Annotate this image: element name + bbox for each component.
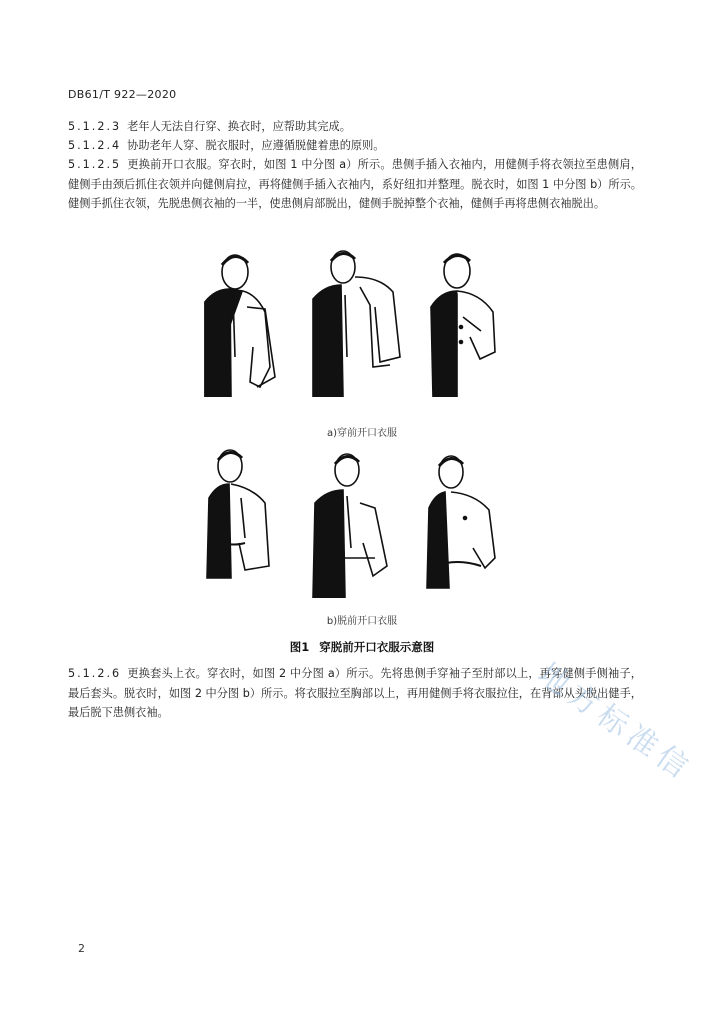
figure-1b-drawing — [195, 448, 515, 598]
clause-number: 5.1.2.6 — [68, 667, 122, 680]
figure-1b-illustrations — [195, 448, 515, 598]
page-number: 2 — [78, 942, 85, 955]
clause-5-1-2-5 — [68, 155, 642, 214]
figure-1b-caption: b)脱前开口衣服 — [326, 616, 398, 627]
document-id-header: DB61/T 922—2020 — [68, 88, 177, 101]
figure-1a-caption: a)穿前开口衣服 — [326, 428, 398, 439]
clause-number: 5.1.2.3 — [68, 120, 122, 133]
watermark-stamp: 地方标准信 — [531, 656, 699, 789]
figure-1a-drawing — [195, 247, 515, 397]
figure-1a-person-3 — [431, 254, 495, 397]
figure-1b-person-3 — [427, 456, 495, 588]
clause-text: 老年人无法自行穿、换衣时，应帮助其完成。 — [127, 120, 351, 133]
clause-text: 更换套头上衣。穿衣时，如图 2 中分图 a）所示。先将患侧手穿袖子至肘部以上，再穿健侧手侧袖子，最后套头。脱衣时，如图 2 中分图 b）所示。将衣服拉至胸部以上，再用健侧手将衣服拉住，在背部从头脱出健手，最后脱下患侧衣袖。 — [68, 667, 642, 719]
figure-1b-person-1 — [207, 450, 269, 578]
figure-1a-person-2 — [313, 251, 400, 397]
figure-1a-illustrations — [195, 247, 515, 397]
figure-number: 图1 — [289, 640, 310, 654]
clause-number: 5.1.2.5 — [68, 158, 122, 171]
clause-text: 更换前开口衣服。穿衣时，如图 1 中分图 a）所示。患侧手插入衣袖内，用健侧手将衣领拉至患侧肩，健侧手由颈后抓住衣领并向健侧肩拉，再将健侧手插入衣袖内，系好纽扣并整理。脱衣时，如图 1 中分图 b）所示。健侧手抓住衣领，先脱患侧衣袖的一半，使患侧肩部脱出，健侧手脱掉整个衣袖，健侧手再将患侧衣袖脱出。 — [68, 158, 642, 210]
figure-title-text: 穿脱前开口衣服示意图 — [319, 640, 435, 654]
figure-1-title — [0, 639, 724, 655]
clause-text: 协助老年人穿、脱衣服时，应遵循脱健着患的原则。 — [127, 139, 385, 152]
clause-5-1-2-3 — [68, 117, 642, 137]
clause-number: 5.1.2.4 — [68, 139, 122, 152]
figure-1a-person-1 — [205, 255, 275, 397]
figure-1b-person-2 — [313, 454, 387, 598]
clause-5-1-2-4 — [68, 136, 642, 156]
